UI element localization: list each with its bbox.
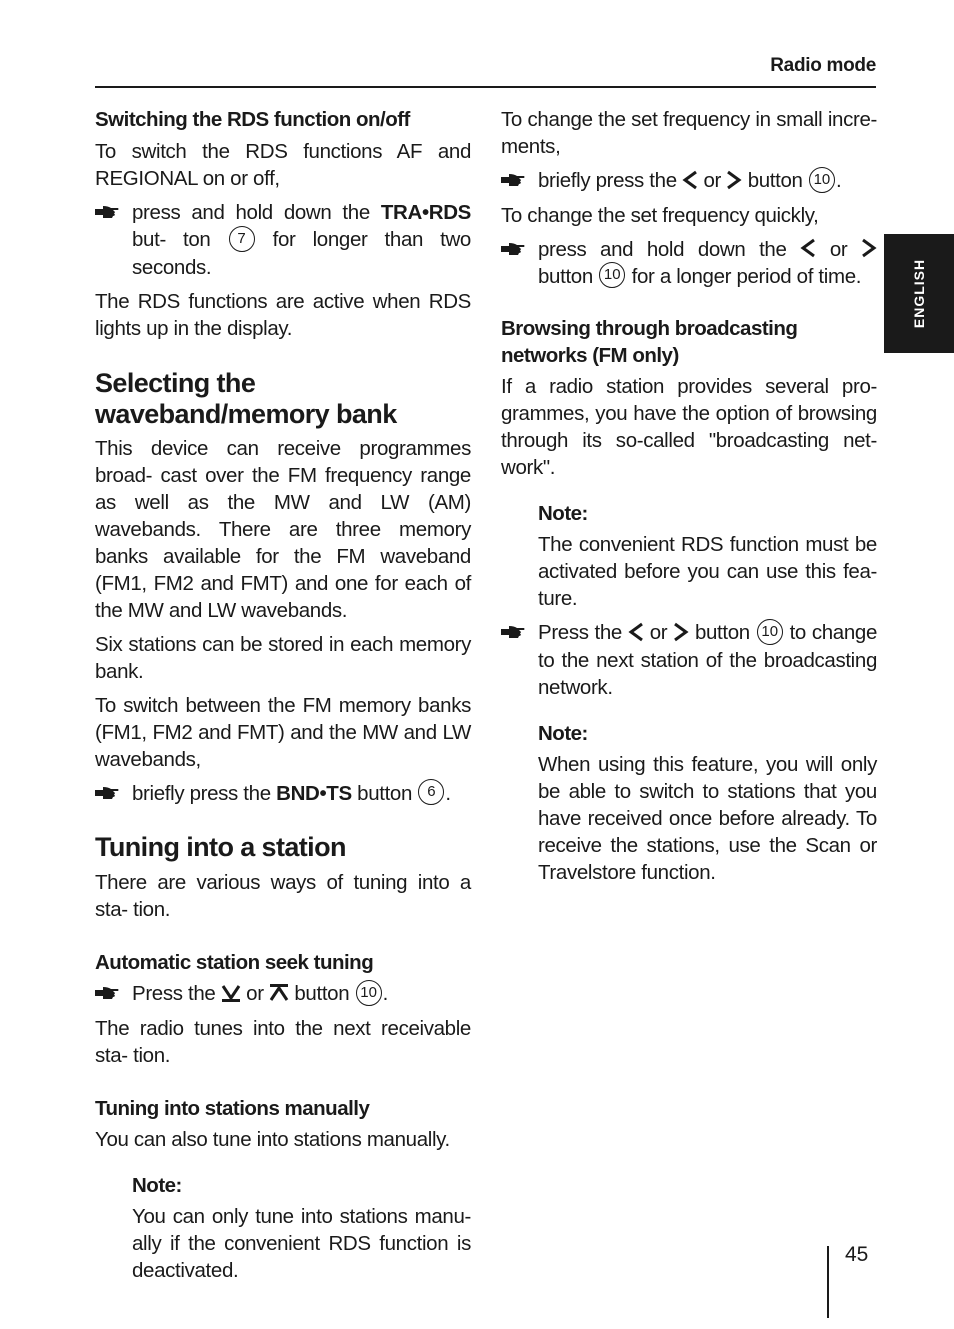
waveband-p1: This device can receive programmes broad- cast over the FM frequency range as well as the MW and LW (AM) wavebands. There are three memory banks available for the FM waveband (FM1, FM2 and FMT) and one for each of the MW and LW wavebands. <box>95 436 471 622</box>
running-header: Radio mode <box>770 55 876 76</box>
page-number: 45 <box>845 1243 869 1266</box>
rds-bullet-text-3: for longer than two seconds. <box>132 228 471 279</box>
small-step-text: briefly press the <box>538 169 683 192</box>
language-tab <box>884 234 954 353</box>
rds-result: The RDS functions are active when RDS lights up in the display. <box>95 289 471 340</box>
auto-seek-text: Press the <box>132 982 221 1006</box>
note-label: Note: <box>538 502 588 526</box>
quick-bullet <box>501 236 877 291</box>
language-tab-label: ENGLISH <box>911 258 927 329</box>
waveband-bullet-text-2: button <box>351 781 418 805</box>
browse-text-3: to change to the next station of the broadcasting network. <box>538 621 877 699</box>
note-label: Note: <box>132 1173 182 1197</box>
waveband-bullet <box>95 780 471 808</box>
seek-up-icon <box>269 983 289 1003</box>
auto-seek-bullet <box>95 980 471 1008</box>
small-step-text-2: button <box>742 169 808 192</box>
small-step-or: or <box>698 169 727 192</box>
quick-or: or <box>816 237 861 261</box>
left-arrow-icon <box>800 238 816 258</box>
left-arrow-icon <box>682 170 698 190</box>
rds-bullet-text: press and hold down the <box>132 201 381 224</box>
hand-pointer-icon <box>95 986 119 1000</box>
auto-seek-or: or <box>240 982 270 1006</box>
auto-seek-text-3: . <box>382 982 388 1006</box>
left-arrow-icon <box>628 622 644 642</box>
button-number-badge: 10 <box>356 980 382 1006</box>
hand-pointer-icon <box>501 242 525 256</box>
rds-heading: Switching the RDS function on/off <box>95 108 410 131</box>
right-arrow-icon <box>726 170 742 190</box>
browse-text: Press the <box>538 621 628 645</box>
browse-paragraph: If a radio station provides several pro- grammes, you have the option of browsing through its so-called "broadcasting net- work". <box>501 375 877 480</box>
tuning-heading: Tuning into a station <box>95 832 346 863</box>
waveband-bullet-text: briefly press the <box>132 781 277 805</box>
left-column <box>95 106 471 1284</box>
waveband-bullet-text-3: . <box>445 781 451 805</box>
tra-rds-label: TRA•RDS <box>380 201 471 224</box>
auto-seek-result: The radio tunes into the next receivable sta- tion. <box>95 1016 471 1067</box>
rds-intro: To switch the RDS functions AF and REGIONAL on or off, <box>95 140 471 190</box>
button-number-badge: 6 <box>418 779 444 805</box>
hand-pointer-icon <box>501 625 525 639</box>
browse-note-2 <box>501 720 877 886</box>
quick-text-3: for a longer period of time. <box>626 264 862 288</box>
waveband-heading: Selecting the waveband/memory bank <box>95 367 397 429</box>
note-text: The convenient RDS function must be activated before you can use this fea- ture. <box>538 533 877 611</box>
quick-intro: To change the set frequency quickly, <box>501 203 819 227</box>
waveband-p2: Six stations can be stored in each memory bank. <box>95 632 471 683</box>
right-arrow-icon <box>861 238 877 258</box>
browse-or: or <box>643 621 674 645</box>
browse-note-1 <box>501 500 877 612</box>
waveband-p3: To switch between the FM memory banks (FM1, FM2 and FMT) and the MW and LW wavebands, <box>95 693 471 771</box>
bnd-ts-label: BND•TS <box>276 781 352 805</box>
manual-note <box>95 1172 471 1284</box>
rds-bullet <box>95 199 471 281</box>
hand-pointer-icon <box>95 205 119 219</box>
manual-tuning-intro: You can also tune into stations manually. <box>95 1127 450 1151</box>
button-number-badge: 10 <box>809 167 835 193</box>
note-text: You can only tune into stations manu- ally if the convenient RDS function is deactivated. <box>132 1204 471 1282</box>
header-rule <box>95 86 876 88</box>
right-arrow-icon <box>673 622 689 642</box>
manual-tuning-heading: Tuning into stations manually <box>95 1096 370 1120</box>
small-step-text-3: . <box>835 169 842 192</box>
button-number-badge: 7 <box>229 226 255 252</box>
seek-down-icon <box>221 983 241 1003</box>
small-step-intro: To change the set frequency in small incre- ments, <box>501 108 877 158</box>
hand-pointer-icon <box>95 786 119 800</box>
note-text: When using this feature, you will only be able to switch to stations that you have received once before already. To receive the stations, use the Scan or Travelstore function. <box>538 752 877 884</box>
auto-seek-heading: Automatic station seek tuning <box>95 951 374 975</box>
button-number-badge: 10 <box>599 262 625 288</box>
small-step-bullet <box>501 167 877 195</box>
tuning-intro: There are various ways of tuning into a sta- tion. <box>95 871 471 922</box>
button-number-badge: 10 <box>757 619 783 645</box>
browse-bullet <box>501 619 877 701</box>
rds-bullet-text-2: but- ton <box>132 228 228 251</box>
note-label: Note: <box>538 721 588 745</box>
browse-text-2: button <box>689 621 756 645</box>
right-column <box>501 106 877 886</box>
auto-seek-text-2: button <box>289 982 355 1006</box>
quick-text-2: button <box>538 264 599 288</box>
browse-heading: Browsing through broadcasting networks (FM only) <box>501 317 798 368</box>
hand-pointer-icon <box>501 173 525 187</box>
footer-rule <box>827 1246 829 1318</box>
quick-text: press and hold down the <box>538 237 801 261</box>
